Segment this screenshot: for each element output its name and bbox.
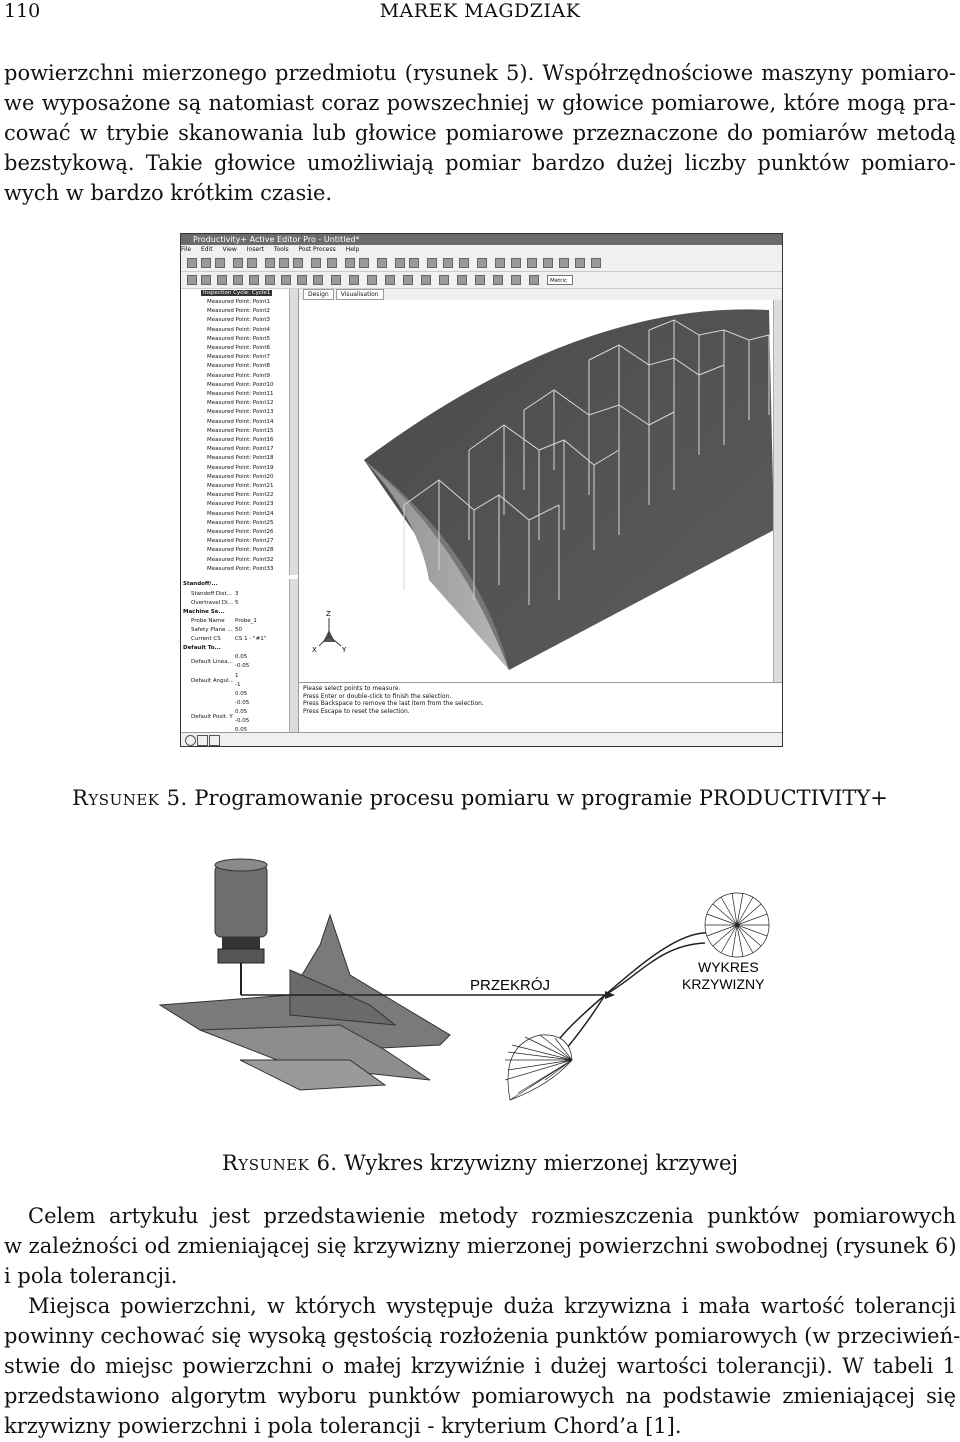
prop-value: 0.05 [235,654,248,660]
menu-view: View [222,246,237,253]
tree-item-point: Measured Point: Point28 [207,547,274,554]
prop-key: Default Angul... [191,678,234,684]
prop-value: CS 1 - "#1" [235,636,267,642]
productivity-screenshot [180,233,783,747]
view-tabs [303,291,386,298]
tree-item-point: Measured Point: Point6 [207,345,271,351]
prop-group: Machine Se... [183,609,225,615]
prop-value: 0.05 [235,709,248,715]
curvature-plot-bottom [505,1035,572,1100]
toolbar-2 [181,272,782,289]
paragraph-3 [4,1291,960,1441]
prop-key: Safety Plane ... [191,627,233,633]
text-line: powinny cechować się wysoką gęstością rozłożenia punktów pomiarowych (w przeciwień- [4,1324,960,1348]
text-line: stwie do miejsc powierzchni o małej krzywiźnie i dużej wartości tolerancji). W tabeli 1 [4,1354,956,1378]
console-line: Press Enter or double-click to finish the selection. [303,692,452,700]
tree-item-point: Measured Point: Point7 [207,354,271,361]
console-output [299,682,782,732]
properties-grid [181,579,289,732]
inspection-tree [181,289,289,575]
prop-key: Probe Name [191,618,225,624]
tree-item-point: Measured Point: Point23 [207,501,274,508]
prop-value: 1 [235,673,239,679]
text-line: cować w trybie skanowania lub głowice pomiarowe przeznaczone do pomiarów metodą [4,121,956,145]
freeform-surface [160,915,450,1090]
prop-group: Default To... [183,645,221,651]
tree-item-point: Measured Point: Point1 [207,299,271,305]
menu-bar [181,245,782,255]
caption-text: Programowanie procesu pomiaru w programie PRODUCTIVITY+ [194,786,888,810]
prop-key: Overtravel Di... [191,600,233,606]
label-wykres: WYKRES [698,959,759,975]
caption-label: Rysunek 6. [221,1151,338,1175]
tree-scrollbar [289,289,298,575]
tree-item-point: Measured Point: Point13 [207,409,274,416]
tree-item-point: Measured Point: Point14 [207,418,274,425]
window-title: Productivity+ Active Editor Pro - Untitled* [181,234,782,245]
text-line: we wyposażone są natomiast coraz powszechniej w głowice pomiarowe, które mogą pra- [4,91,956,115]
tree-item-point: Measured Point: Point3 [207,317,271,324]
text-line: powierzchni mierzonego przedmiotu (rysunek 5). Współrzędnościowe maszyny pomiaro- [4,61,956,85]
prop-value: 0.05 [235,691,248,697]
tree-item-point: Measured Point: Point9 [207,372,271,379]
figure-6-illustration [140,855,820,1120]
tree-item-point: Measured Point: Point2 [207,308,271,315]
paragraph-1 [4,58,956,208]
tree-item-point: Measured Point: Point4 [207,326,271,333]
figure-6-caption [0,1151,960,1175]
prop-key: Current CS [191,636,221,642]
menu-insert: Insert [246,246,264,253]
menu-tools: Tools [273,246,289,253]
tree-item-point: Measured Point: Point5 [207,335,271,342]
prop-key: Default Linea... [191,659,233,665]
tree-item-point: Measured Point: Point24 [207,510,274,517]
prop-value: 50 [235,627,242,633]
tree-item-point: Measured Point: Point12 [207,400,274,407]
menu-file: File [181,246,192,253]
prop-value: 3 [235,591,239,597]
menu-post-process: Post Process [298,246,336,253]
units-select: Metric [547,275,573,285]
text-line: przedstawiono algorytm wyboru punktów pomiarowych na podstawie zmieniającej się [4,1384,956,1408]
figure-5-caption [0,786,960,810]
tree-item-point: Measured Point: Point26 [207,529,274,535]
prop-value: 5 [235,600,239,606]
tree-item-point: Measured Point: Point16 [207,437,274,443]
status-bar [181,732,782,747]
tree-item-point: Measured Point: Point33 [207,565,274,572]
label-przekroj: PRZEKRÓJ [470,977,551,994]
prop-group: Standoff/... [183,581,218,587]
axis-x-label: X [312,646,317,654]
text-line: wych w bardzo krótkim czasie. [4,181,333,205]
tab-design: Design [303,289,334,300]
menu-edit: Edit [200,246,213,253]
tree-item-point: Measured Point: Point8 [207,363,271,370]
console-line: Press Backspace to remove the last item from the selection. [303,700,484,707]
tree-item-point: Measured Point: Point21 [207,483,274,489]
tree-item-point: Measured Point: Point15 [207,427,274,434]
text-line: Celem artykułu jest przedstawienie metody rozmieszczenia punktów pomiarowych [28,1204,956,1228]
text-line: Miejsca powierzchni, w których występuje duża krzywizna i mała wartość tolerancji [28,1294,956,1318]
probe-head [215,859,267,995]
tree-item-point: Measured Point: Point19 [207,464,274,471]
prop-value: -0.05 [235,700,250,706]
caption-label: Rysunek 5. [72,786,188,810]
prop-value: 0.05 [235,727,248,732]
text-line: i pola tolerancji. [4,1264,178,1288]
prop-value: -0.05 [235,718,250,724]
prop-key: Default Posit. Y [191,714,233,720]
caption-text: Wykres krzywizny mierzonej krzywej [344,1151,738,1175]
tree-root: Inspection Cycle: Cycle1 [203,290,271,296]
left-panel [181,289,299,732]
tree-item-point: Measured Point: Point27 [207,538,274,545]
tree-item-point: Measured Point: Point20 [207,473,274,480]
prop-value: -0.05 [235,663,250,669]
props-scrollbar [289,579,298,732]
tree-item-point: Measured Point: Point10 [207,381,274,388]
viewport-scrollbar [773,300,782,682]
tree-item-point: Measured Point: Point32 [207,556,274,563]
curvature-plot-top [705,893,769,957]
tree-item-point: Measured Point: Point11 [207,391,274,397]
running-head: MAREK MAGDZIAK [379,0,581,22]
console-line: Press Escape to reset the selection. [303,707,410,715]
axis-triad [312,610,347,654]
console-line: Please select points to measure. [303,685,401,692]
paragraph-2 [4,1201,956,1291]
text-line: w zależności od zmieniającej się krzywizny mierzonej powierzchni swobodnej (rysunek 6) [4,1234,957,1258]
tree-item-point: Measured Point: Point18 [207,455,274,462]
label-krzywizny: KRZYWIZNY [682,976,765,992]
toolbar-1 [181,255,782,272]
tree-item-point: Measured Point: Point22 [207,492,274,499]
surface-render [299,300,782,682]
tree-item-point: Measured Point: Point17 [207,446,274,453]
tab-visualisation: Visualisation [336,289,384,300]
axis-y-label: Y [342,646,347,654]
text-line: bezstykową. Takie głowice umożliwiają pomiar bardzo dużej liczby punktów pomiaro- [4,151,956,175]
menu-help: Help [345,246,360,253]
3d-viewport [299,300,782,682]
tree-item-point: Measured Point: Point25 [207,519,274,526]
axis-z-label: Z [326,610,331,618]
prop-value: Probe_1 [235,618,257,624]
page-number: 110 [4,0,41,22]
text-line: krzywizny powierzchni i pola tolerancji - kryterium Chord’a [1]. [4,1414,682,1438]
prop-key: Standoff Dist... [191,591,232,597]
prop-value: -1 [235,682,241,688]
